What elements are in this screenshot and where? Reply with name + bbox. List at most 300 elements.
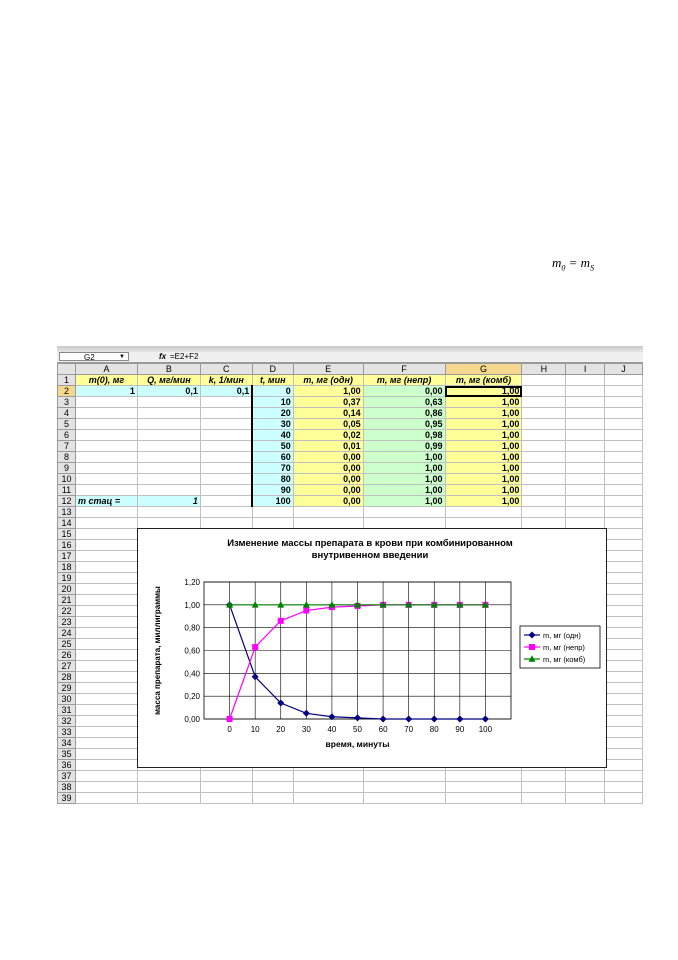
cell-a6[interactable] xyxy=(75,430,137,441)
cell-a35[interactable] xyxy=(75,749,137,760)
cell-j33[interactable] xyxy=(605,727,643,738)
sheet-row xyxy=(58,474,643,485)
cell-a5[interactable] xyxy=(75,419,137,430)
sheet-row xyxy=(58,419,643,430)
cell-f4[interactable]: 0,86 xyxy=(363,408,445,419)
sheet-row xyxy=(58,430,643,441)
cell-e4[interactable]: 0,14 xyxy=(293,408,363,419)
cell-j37[interactable] xyxy=(605,771,643,782)
cell-j25[interactable] xyxy=(605,639,643,650)
cell-h12[interactable] xyxy=(522,496,566,507)
cell-f39[interactable] xyxy=(363,793,445,804)
cell-j26[interactable] xyxy=(605,650,643,661)
cell-d1[interactable]: t, мин xyxy=(252,375,293,386)
cell-g3[interactable]: 1,00 xyxy=(445,397,522,408)
cell-j34[interactable] xyxy=(605,738,643,749)
row-header-38[interactable]: 38 xyxy=(58,782,76,793)
row-header-39[interactable]: 39 xyxy=(58,793,76,804)
legend-label: m, мг (непр) xyxy=(543,643,585,652)
row-header-16[interactable]: 16 xyxy=(58,540,76,551)
row-header-14[interactable]: 14 xyxy=(58,518,76,529)
row-header-17[interactable]: 17 xyxy=(58,551,76,562)
cell-b11[interactable] xyxy=(137,485,200,496)
x-tick-label: 100 xyxy=(478,725,493,734)
cell-a26[interactable] xyxy=(75,650,137,661)
row-header-15[interactable]: 15 xyxy=(58,529,76,540)
cell-d10[interactable]: 80 xyxy=(252,474,293,485)
cell-j30[interactable] xyxy=(605,694,643,705)
cell-a38[interactable] xyxy=(75,782,137,793)
cell-h2[interactable] xyxy=(522,386,566,397)
cell-a37[interactable] xyxy=(75,771,137,782)
cell-j28[interactable] xyxy=(605,672,643,683)
cell-a32[interactable] xyxy=(75,716,137,727)
cell-e5[interactable]: 0,05 xyxy=(293,419,363,430)
cell-j8[interactable] xyxy=(605,452,643,463)
cell-b7[interactable] xyxy=(137,441,200,452)
cell-a30[interactable] xyxy=(75,694,137,705)
column-header-j[interactable]: J xyxy=(605,364,643,375)
cell-g9[interactable]: 1,00 xyxy=(445,463,522,474)
data-point-s2 xyxy=(278,618,284,624)
cell-e11[interactable]: 0,00 xyxy=(293,485,363,496)
cell-c4[interactable] xyxy=(200,408,252,419)
cell-c8[interactable] xyxy=(200,452,252,463)
cell-g4[interactable]: 1,00 xyxy=(445,408,522,419)
cell-i11[interactable] xyxy=(566,485,605,496)
cell-f1[interactable]: m, мг (непр) xyxy=(363,375,445,386)
column-header-i[interactable]: I xyxy=(566,364,605,375)
cell-c5[interactable] xyxy=(200,419,252,430)
y-tick-label: 0,00 xyxy=(184,715,200,724)
x-tick-label: 90 xyxy=(455,725,465,734)
cell-i4[interactable] xyxy=(566,408,605,419)
row-header-5[interactable]: 5 xyxy=(58,419,76,430)
cell-a24[interactable] xyxy=(75,628,137,639)
cell-e37[interactable] xyxy=(293,771,363,782)
row-header-24[interactable]: 24 xyxy=(58,628,76,639)
row-header-10[interactable]: 10 xyxy=(58,474,76,485)
cell-h37[interactable] xyxy=(522,771,566,782)
cell-b3[interactable] xyxy=(137,397,200,408)
cell-j21[interactable] xyxy=(605,595,643,606)
cell-e13[interactable] xyxy=(293,507,363,518)
cell-a20[interactable] xyxy=(75,584,137,595)
cell-f37[interactable] xyxy=(363,771,445,782)
cell-f6[interactable]: 0,98 xyxy=(363,430,445,441)
cell-h14[interactable] xyxy=(522,518,566,529)
cell-i5[interactable] xyxy=(566,419,605,430)
cell-j24[interactable] xyxy=(605,628,643,639)
cell-j5[interactable] xyxy=(605,419,643,430)
cell-d5[interactable]: 30 xyxy=(252,419,293,430)
cell-a7[interactable] xyxy=(75,441,137,452)
cell-e3[interactable]: 0,37 xyxy=(293,397,363,408)
cell-j23[interactable] xyxy=(605,617,643,628)
column-header-h[interactable]: H xyxy=(522,364,566,375)
cell-d39[interactable] xyxy=(252,793,293,804)
cell-a13[interactable] xyxy=(75,507,137,518)
cell-a31[interactable] xyxy=(75,705,137,716)
row-header-25[interactable]: 25 xyxy=(58,639,76,650)
cell-h13[interactable] xyxy=(522,507,566,518)
x-tick-label: 70 xyxy=(404,725,414,734)
cell-i13[interactable] xyxy=(566,507,605,518)
row-header-35[interactable]: 35 xyxy=(58,749,76,760)
cell-i10[interactable] xyxy=(566,474,605,485)
cell-f38[interactable] xyxy=(363,782,445,793)
cell-g6[interactable]: 1,00 xyxy=(445,430,522,441)
cell-j13[interactable] xyxy=(605,507,643,518)
sheet-row xyxy=(58,408,643,419)
cell-h11[interactable] xyxy=(522,485,566,496)
cell-j6[interactable] xyxy=(605,430,643,441)
cell-a9[interactable] xyxy=(75,463,137,474)
cell-c2[interactable]: 0,1 xyxy=(200,386,252,397)
cell-a11[interactable] xyxy=(75,485,137,496)
cell-d13[interactable] xyxy=(252,507,293,518)
cell-j19[interactable] xyxy=(605,573,643,584)
row-header-21[interactable]: 21 xyxy=(58,595,76,606)
formula-bar xyxy=(57,352,643,363)
cell-j9[interactable] xyxy=(605,463,643,474)
cell-g38[interactable] xyxy=(445,782,522,793)
cell-a33[interactable] xyxy=(75,727,137,738)
cell-i12[interactable] xyxy=(566,496,605,507)
cell-d6[interactable]: 40 xyxy=(252,430,293,441)
cell-h4[interactable] xyxy=(522,408,566,419)
cell-d2[interactable]: 0 xyxy=(252,386,293,397)
cell-a17[interactable] xyxy=(75,551,137,562)
cell-a23[interactable] xyxy=(75,617,137,628)
cell-c14[interactable] xyxy=(200,518,252,529)
cell-f10[interactable]: 1,00 xyxy=(363,474,445,485)
row-header-36[interactable]: 36 xyxy=(58,760,76,771)
cell-b8[interactable] xyxy=(137,452,200,463)
row-header-18[interactable]: 18 xyxy=(58,562,76,573)
cell-d9[interactable]: 70 xyxy=(252,463,293,474)
cell-h3[interactable] xyxy=(522,397,566,408)
select-all-corner[interactable] xyxy=(58,364,76,375)
cell-c13[interactable] xyxy=(200,507,252,518)
row-header-32[interactable]: 32 xyxy=(58,716,76,727)
cell-c9[interactable] xyxy=(200,463,252,474)
sheet-row xyxy=(58,793,643,804)
cell-c10[interactable] xyxy=(200,474,252,485)
cell-a25[interactable] xyxy=(75,639,137,650)
fx-icon[interactable]: fx xyxy=(159,352,167,361)
cell-j3[interactable] xyxy=(605,397,643,408)
cell-a18[interactable] xyxy=(75,562,137,573)
cell-d37[interactable] xyxy=(252,771,293,782)
cell-a4[interactable] xyxy=(75,408,137,419)
row-header-7[interactable]: 7 xyxy=(58,441,76,452)
cell-g8[interactable]: 1,00 xyxy=(445,452,522,463)
row-header-6[interactable]: 6 xyxy=(58,430,76,441)
cell-b13[interactable] xyxy=(137,507,200,518)
cell-h6[interactable] xyxy=(522,430,566,441)
cell-g37[interactable] xyxy=(445,771,522,782)
spreadsheet-window xyxy=(57,346,643,803)
row-header-8[interactable]: 8 xyxy=(58,452,76,463)
cell-e9[interactable]: 0,00 xyxy=(293,463,363,474)
cell-a22[interactable] xyxy=(75,606,137,617)
cell-h39[interactable] xyxy=(522,793,566,804)
legend-label: m, мг (комб) xyxy=(543,655,586,664)
cell-d4[interactable]: 20 xyxy=(252,408,293,419)
steady-state-label[interactable]: m стац = xyxy=(75,496,137,507)
cell-i1[interactable] xyxy=(566,375,605,386)
cell-j10[interactable] xyxy=(605,474,643,485)
cell-a15[interactable] xyxy=(75,529,137,540)
cell-g39[interactable] xyxy=(445,793,522,804)
cell-c12[interactable] xyxy=(200,496,252,507)
cell-c7[interactable] xyxy=(200,441,252,452)
row-header-9[interactable]: 9 xyxy=(58,463,76,474)
cell-d12[interactable]: 100 xyxy=(252,496,293,507)
cell-e39[interactable] xyxy=(293,793,363,804)
cell-b14[interactable] xyxy=(137,518,200,529)
cell-j12[interactable] xyxy=(605,496,643,507)
sheet-row xyxy=(58,782,643,793)
cell-b39[interactable] xyxy=(137,793,200,804)
cell-h5[interactable] xyxy=(522,419,566,430)
cell-i37[interactable] xyxy=(566,771,605,782)
cell-i8[interactable] xyxy=(566,452,605,463)
cell-i2[interactable] xyxy=(566,386,605,397)
cell-j17[interactable] xyxy=(605,551,643,562)
sheet-row xyxy=(58,771,643,782)
row-header-20[interactable]: 20 xyxy=(58,584,76,595)
sheet-row xyxy=(58,485,643,496)
cell-j20[interactable] xyxy=(605,584,643,595)
x-tick-label: 50 xyxy=(353,725,362,734)
cell-g12[interactable]: 1,00 xyxy=(445,496,522,507)
cell-g10[interactable]: 1,00 xyxy=(445,474,522,485)
y-tick-label: 0,40 xyxy=(184,669,200,679)
cell-g5[interactable]: 1,00 xyxy=(445,419,522,430)
cell-f13[interactable] xyxy=(363,507,445,518)
cell-i38[interactable] xyxy=(566,782,605,793)
row-header-29[interactable]: 29 xyxy=(58,683,76,694)
cell-j38[interactable] xyxy=(605,782,643,793)
row-header-23[interactable]: 23 xyxy=(58,617,76,628)
cell-c1[interactable]: k, 1/мин xyxy=(200,375,252,386)
cell-b38[interactable] xyxy=(137,782,200,793)
cell-j7[interactable] xyxy=(605,441,643,452)
cell-a3[interactable] xyxy=(75,397,137,408)
row-header-27[interactable]: 27 xyxy=(58,661,76,672)
cell-j31[interactable] xyxy=(605,705,643,716)
dropdown-arrow-icon[interactable]: ▼ xyxy=(119,354,125,360)
row-header-12[interactable]: 12 xyxy=(58,496,76,507)
cell-i14[interactable] xyxy=(566,518,605,529)
row-header-13[interactable]: 13 xyxy=(58,507,76,518)
cell-f12[interactable]: 1,00 xyxy=(363,496,445,507)
cell-j11[interactable] xyxy=(605,485,643,496)
cell-a21[interactable] xyxy=(75,595,137,606)
name-box[interactable]: G2 ▼ xyxy=(59,352,129,361)
column-header-g[interactable]: G xyxy=(445,364,522,375)
row-header-30[interactable]: 30 xyxy=(58,694,76,705)
cell-a34[interactable] xyxy=(75,738,137,749)
row-header-31[interactable]: 31 xyxy=(58,705,76,716)
cell-j18[interactable] xyxy=(605,562,643,573)
cell-g1[interactable]: m, мг (комб) xyxy=(445,375,522,386)
cell-a2[interactable]: 1 xyxy=(75,386,137,397)
cell-j22[interactable] xyxy=(605,606,643,617)
cell-i3[interactable] xyxy=(566,397,605,408)
cell-j32[interactable] xyxy=(605,716,643,727)
chart-title-line1: Изменение массы препарата в крови при комбинированном xyxy=(227,538,513,549)
cell-f2[interactable]: 0,00 xyxy=(363,386,445,397)
cell-c39[interactable] xyxy=(200,793,252,804)
sheet-row xyxy=(58,375,643,386)
column-header-e[interactable]: E xyxy=(293,364,363,375)
row-header-1[interactable]: 1 xyxy=(58,375,76,386)
cell-c6[interactable] xyxy=(200,430,252,441)
row-header-3[interactable]: 3 xyxy=(58,397,76,408)
cell-j15[interactable] xyxy=(605,529,643,540)
row-header-26[interactable]: 26 xyxy=(58,650,76,661)
cell-j39[interactable] xyxy=(605,793,643,804)
cell-g2[interactable]: 1,00 xyxy=(445,386,522,397)
cell-f9[interactable]: 1,00 xyxy=(363,463,445,474)
cell-g7[interactable]: 1,00 xyxy=(445,441,522,452)
cell-a16[interactable] xyxy=(75,540,137,551)
row-header-4[interactable]: 4 xyxy=(58,408,76,419)
cell-e14[interactable] xyxy=(293,518,363,529)
x-tick-label: 0 xyxy=(227,725,232,734)
cell-j16[interactable] xyxy=(605,540,643,551)
cell-e8[interactable]: 0,00 xyxy=(293,452,363,463)
legend-label: m, мг (одн) xyxy=(543,631,581,640)
cell-d8[interactable]: 60 xyxy=(252,452,293,463)
cell-f11[interactable]: 1,00 xyxy=(363,485,445,496)
cell-b6[interactable] xyxy=(137,430,200,441)
cell-i9[interactable] xyxy=(566,463,605,474)
cell-d7[interactable]: 50 xyxy=(252,441,293,452)
cell-h1[interactable] xyxy=(522,375,566,386)
cell-j4[interactable] xyxy=(605,408,643,419)
cell-e2[interactable]: 1,00 xyxy=(293,386,363,397)
steady-state-formula: $m_0 = m_S$ xyxy=(552,255,595,273)
cell-e7[interactable]: 0,01 xyxy=(293,441,363,452)
chart-svg xyxy=(138,529,606,767)
row-header-22[interactable]: 22 xyxy=(58,606,76,617)
cell-h38[interactable] xyxy=(522,782,566,793)
row-header-2[interactable]: 2 xyxy=(58,386,76,397)
cell-f3[interactable]: 0,63 xyxy=(363,397,445,408)
data-point-s2 xyxy=(252,644,258,650)
cell-b5[interactable] xyxy=(137,419,200,430)
y-tick-label: 0,80 xyxy=(184,623,200,633)
cell-d3[interactable]: 10 xyxy=(252,397,293,408)
cell-b1[interactable]: Q, мг/мин xyxy=(137,375,200,386)
x-tick-label: 60 xyxy=(378,725,388,734)
cell-a36[interactable] xyxy=(75,760,137,771)
cell-j27[interactable] xyxy=(605,661,643,672)
chart[interactable] xyxy=(137,528,607,768)
cell-i39[interactable] xyxy=(566,793,605,804)
cell-g11[interactable]: 1,00 xyxy=(445,485,522,496)
cell-c3[interactable] xyxy=(200,397,252,408)
cell-b37[interactable] xyxy=(137,771,200,782)
cell-b4[interactable] xyxy=(137,408,200,419)
row-header-11[interactable]: 11 xyxy=(58,485,76,496)
cell-f8[interactable]: 1,00 xyxy=(363,452,445,463)
cell-a27[interactable] xyxy=(75,661,137,672)
cell-h7[interactable] xyxy=(522,441,566,452)
cell-i7[interactable] xyxy=(566,441,605,452)
cell-b2[interactable]: 0,1 xyxy=(137,386,200,397)
x-axis-label: время, минуты xyxy=(325,739,390,749)
cell-f14[interactable] xyxy=(363,518,445,529)
cell-j1[interactable] xyxy=(605,375,643,386)
cell-j2[interactable] xyxy=(605,386,643,397)
column-header-a[interactable]: A xyxy=(75,364,137,375)
cell-i6[interactable] xyxy=(566,430,605,441)
cell-h10[interactable] xyxy=(522,474,566,485)
cell-b10[interactable] xyxy=(137,474,200,485)
cell-a39[interactable] xyxy=(75,793,137,804)
cell-j14[interactable] xyxy=(605,518,643,529)
row-header-34[interactable]: 34 xyxy=(58,738,76,749)
cell-a8[interactable] xyxy=(75,452,137,463)
cell-e6[interactable]: 0,02 xyxy=(293,430,363,441)
cell-c38[interactable] xyxy=(200,782,252,793)
cell-d11[interactable]: 90 xyxy=(252,485,293,496)
cell-c11[interactable] xyxy=(200,485,252,496)
cell-a19[interactable] xyxy=(75,573,137,584)
cell-a29[interactable] xyxy=(75,683,137,694)
row-header-37[interactable]: 37 xyxy=(58,771,76,782)
cell-f7[interactable]: 0,99 xyxy=(363,441,445,452)
row-header-28[interactable]: 28 xyxy=(58,672,76,683)
row-header-33[interactable]: 33 xyxy=(58,727,76,738)
column-header-f[interactable]: F xyxy=(363,364,445,375)
cell-j36[interactable] xyxy=(605,760,643,771)
cell-b9[interactable] xyxy=(137,463,200,474)
cell-h9[interactable] xyxy=(522,463,566,474)
column-header-row xyxy=(58,364,643,375)
cell-d14[interactable] xyxy=(252,518,293,529)
row-header-19[interactable]: 19 xyxy=(58,573,76,584)
cell-e12[interactable]: 0,00 xyxy=(293,496,363,507)
cell-e38[interactable] xyxy=(293,782,363,793)
cell-g13[interactable] xyxy=(445,507,522,518)
x-tick-label: 20 xyxy=(276,725,286,734)
cell-e1[interactable]: m, мг (одн) xyxy=(293,375,363,386)
column-header-c[interactable]: C xyxy=(200,364,252,375)
cell-h8[interactable] xyxy=(522,452,566,463)
cell-c37[interactable] xyxy=(200,771,252,782)
column-header-b[interactable]: B xyxy=(137,364,200,375)
cell-j35[interactable] xyxy=(605,749,643,760)
cell-a10[interactable] xyxy=(75,474,137,485)
steady-state-value[interactable]: 1 xyxy=(137,496,200,507)
cell-d38[interactable] xyxy=(252,782,293,793)
cell-f5[interactable]: 0,95 xyxy=(363,419,445,430)
cell-a1[interactable]: m(0), мг xyxy=(75,375,137,386)
cell-a14[interactable] xyxy=(75,518,137,529)
cell-g14[interactable] xyxy=(445,518,522,529)
cell-e10[interactable]: 0,00 xyxy=(293,474,363,485)
formula-input[interactable]: =E2+F2 xyxy=(170,352,199,361)
column-header-d[interactable]: D xyxy=(252,364,293,375)
cell-j29[interactable] xyxy=(605,683,643,694)
cell-a28[interactable] xyxy=(75,672,137,683)
